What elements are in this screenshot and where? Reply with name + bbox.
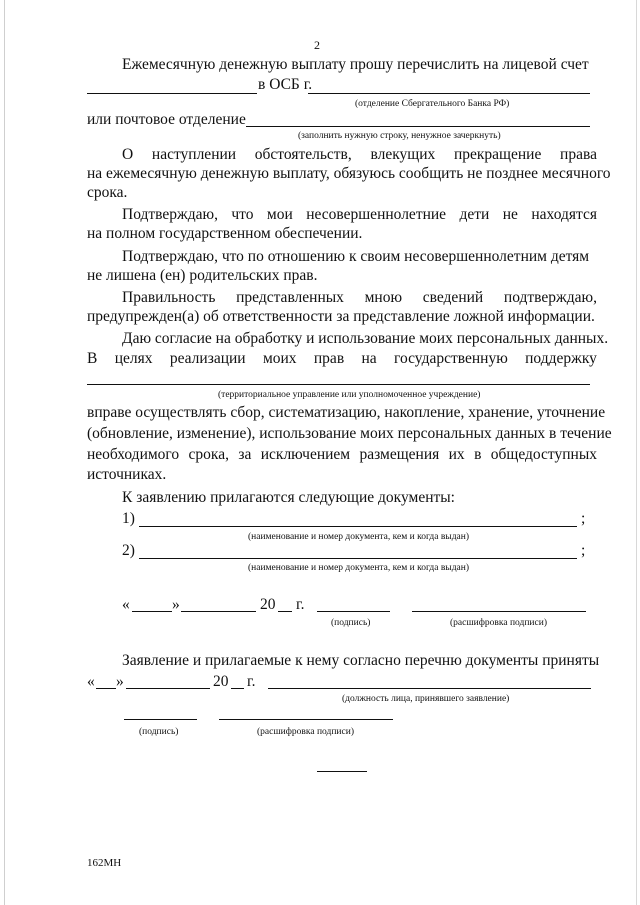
word: находятся	[531, 206, 597, 223]
word: мои	[266, 206, 293, 223]
osb-city-field[interactable]	[308, 93, 590, 94]
word: несовершеннолетние	[306, 206, 447, 223]
accepted-day-field[interactable]	[96, 688, 116, 689]
notify-text-line3: срока.	[87, 184, 128, 201]
form-code: 162МН	[87, 857, 122, 869]
accuracy-text-line2: предупрежден(а) об ответственности за представление ложной информации.	[87, 308, 595, 325]
notify-text-line1	[122, 146, 597, 164]
word: их	[448, 446, 465, 463]
word: влекущих	[370, 146, 436, 163]
date-quote-open: «	[122, 596, 130, 613]
accuracy-text-line1	[122, 289, 597, 307]
end-separator-line	[317, 771, 367, 772]
document-item-1-number: 1)	[122, 510, 135, 527]
word: необходимого	[87, 446, 180, 463]
applicant-decode-note: (расшифровка подписи)	[450, 618, 547, 628]
word: права	[560, 146, 597, 163]
consent-text-line1: Даю согласие на обработку и использование моих персональных данных.	[122, 330, 609, 347]
post-office-field[interactable]	[246, 126, 590, 127]
word: исключением	[260, 446, 351, 463]
accepted-signature-note: (подпись)	[139, 727, 179, 737]
accepted-year-field[interactable]	[231, 688, 244, 689]
applicant-signature-field[interactable]	[317, 611, 390, 612]
date-quote-close: »	[172, 596, 180, 613]
word: прав	[313, 350, 345, 367]
document-1-semicolon: ;	[581, 510, 586, 527]
accepted-quote-open: «	[87, 673, 95, 690]
word: размещения	[359, 446, 440, 463]
document-2-note: (наименование и номер документа, кем и когда выдан)	[248, 563, 469, 573]
accepted-year-prefix: 20	[213, 673, 229, 690]
accepted-text: Заявление и прилагаемые к нему согласно перечню документы приняты	[122, 652, 600, 669]
word: не	[502, 206, 518, 223]
word: государственную	[394, 350, 508, 367]
osb-field-note: (отделение Сбергательного Банка РФ)	[355, 99, 510, 109]
accepted-signature-field[interactable]	[124, 719, 197, 720]
word: наступлении	[151, 146, 237, 163]
word: подтверждаю,	[503, 289, 597, 306]
document-2-field[interactable]	[139, 558, 577, 559]
consent-text-line3: вправе осуществлять сбор, систематизацию, накопление, хранение, уточнение	[87, 404, 606, 421]
date-year-suffix: г.	[296, 596, 305, 613]
consent-text-line6: источниках.	[87, 466, 167, 483]
notify-text-line2: на ежемесячную денежную выплату, обязуюсь сообщить не позднее месячного	[87, 165, 611, 182]
accepted-position-field[interactable]	[268, 688, 591, 689]
account-request-text: Ежемесячную денежную выплату прошу перечислить на лицевой счет	[122, 56, 589, 73]
documents-heading: К заявлению прилагаются следующие документы:	[122, 489, 455, 506]
post-office-note: (заполнить нужную строку, ненужное зачеркнуть)	[298, 131, 501, 141]
word: реализации	[169, 350, 246, 367]
word: за	[238, 446, 252, 463]
document-2-semicolon: ;	[581, 542, 586, 559]
accepted-quote-close: »	[116, 673, 124, 690]
date-year-prefix: 20	[260, 596, 276, 613]
consent-text-line5	[87, 446, 597, 464]
scan-edge-right	[636, 0, 637, 905]
word: дети	[459, 206, 490, 223]
word: Подтверждаю,	[122, 206, 218, 223]
rights-text-line2: не лишена (ен) родительских прав.	[87, 267, 318, 284]
word: что	[231, 206, 254, 223]
word: О	[122, 146, 134, 163]
date-day-field[interactable]	[132, 611, 172, 612]
word: моих	[262, 350, 297, 367]
word: мною	[364, 289, 403, 306]
children-text-line2: на полном государственном обеспечении.	[87, 225, 363, 242]
accepted-decode-note: (расшифровка подписи)	[257, 727, 354, 737]
accepted-month-field[interactable]	[126, 688, 210, 689]
date-month-field[interactable]	[181, 611, 256, 612]
word: обстоятельств,	[254, 146, 352, 163]
consent-text-line2	[87, 350, 597, 368]
word: Правильность	[122, 289, 216, 306]
document-1-field[interactable]	[139, 526, 577, 527]
post-office-label: или почтовое отделение	[87, 111, 246, 128]
children-text-line1	[122, 206, 597, 224]
word: на	[361, 350, 377, 367]
word: общедоступных	[490, 446, 597, 463]
page-number: 2	[314, 38, 320, 52]
applicant-signature-note: (подпись)	[331, 618, 371, 628]
authority-field[interactable]	[87, 384, 590, 385]
consent-text-line4: (обновление, изменение), использование моих персональных данных в течение	[87, 425, 612, 442]
date-year-field[interactable]	[278, 611, 292, 612]
authority-note: (территориальное управление или уполномоченное учреждение)	[218, 390, 481, 400]
word: целях	[114, 350, 153, 367]
osb-label: в ОСБ г.	[258, 76, 313, 93]
word: сведений	[422, 289, 484, 306]
accepted-decode-field[interactable]	[219, 719, 393, 720]
word: срока,	[188, 446, 229, 463]
word: поддержку	[525, 350, 597, 367]
scan-edge-left	[4, 0, 5, 905]
word: в	[474, 446, 482, 463]
document-item-2-number: 2)	[122, 542, 135, 559]
rights-text-line1: Подтверждаю, что по отношению к своим несовершеннолетним детям	[122, 248, 590, 265]
applicant-signature-decode-field[interactable]	[412, 611, 586, 612]
word: представленных	[236, 289, 344, 306]
document-1-note: (наименование и номер документа, кем и когда выдан)	[248, 532, 469, 542]
word: прекращение	[453, 146, 542, 163]
word: В	[87, 350, 98, 367]
accepted-position-note: (должность лица, принявшего заявление)	[342, 694, 510, 704]
accepted-year-suffix: г.	[247, 673, 256, 690]
account-number-field[interactable]	[87, 93, 257, 94]
